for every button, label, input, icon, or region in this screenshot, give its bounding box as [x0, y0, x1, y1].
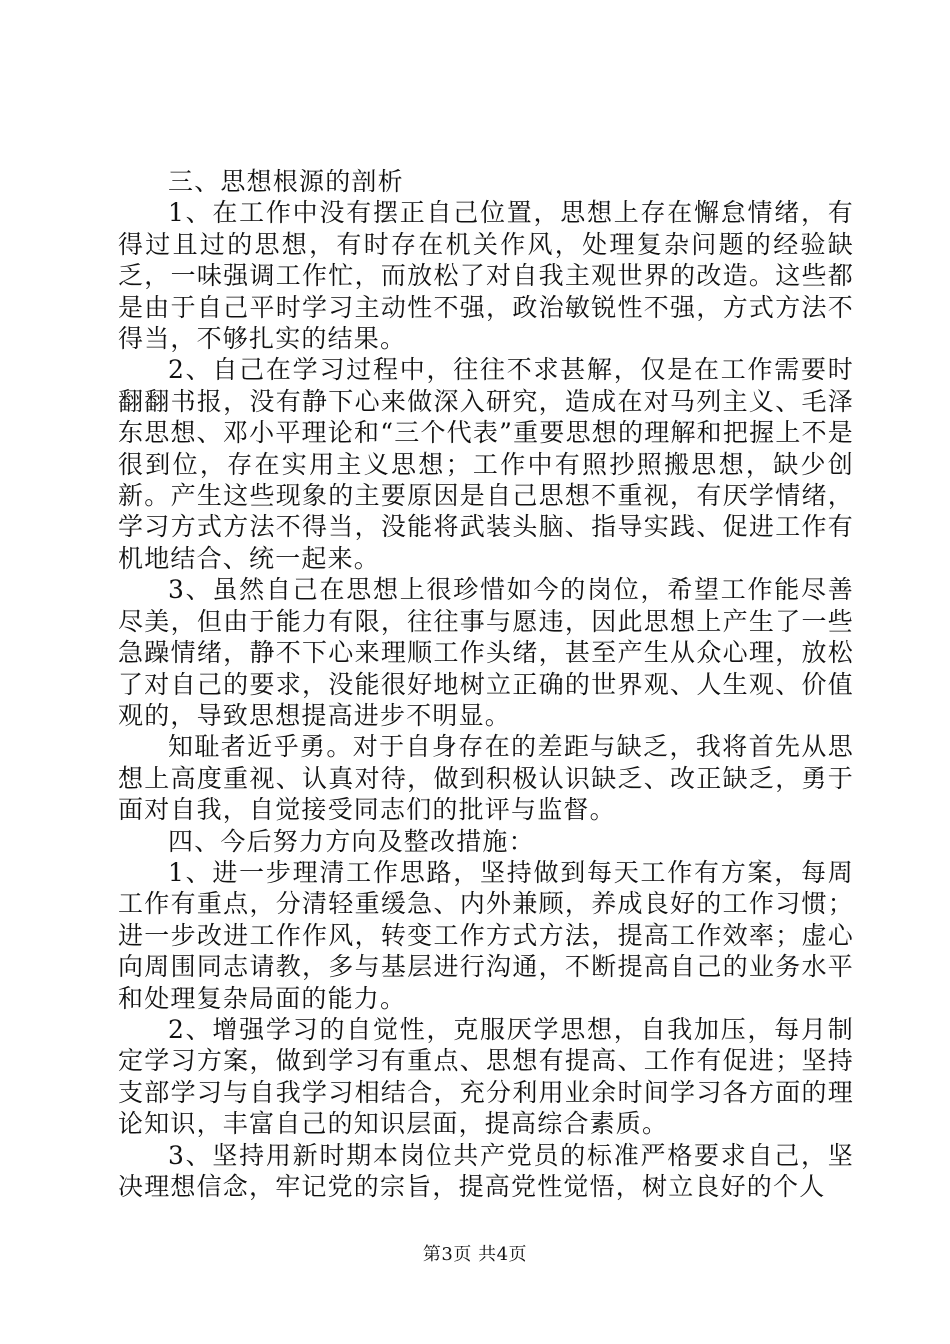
section-3-item-2: 2、自己在学习过程中，往往不求甚解，仅是在工作需要时翻翻书报，没有静下心来做深入研究，造成在对马列主义、毛泽东思想、邓小平理论和“三个代表”重要思想的理解和把握上不是很到位，存在实用主义思想；工作中有照抄照搬思想，缺少创新。产生这些现象的主要原因是自己思想不重视，有厌学情绪，学习方式方法不得当，没能将武装头脑、指导实践、促进工作有机地结合、统一起来。 — [118, 355, 854, 573]
page-number-indicator: 第3页 共4页 — [422, 1244, 528, 1265]
transition-paragraph: 知耻者近乎勇。对于自身存在的差距与缺乏，我将首先从思想上高度重视、认真对待，做到积极认识缺乏、改正缺乏，勇于面对自我，自觉接受同志们的批评与监督。 — [118, 732, 854, 825]
section-3-item-3: 3、虽然自己在思想上很珍惜如今的岗位，希望工作能尽善尽美，但由于能力有限，往往事与愿违，因此思想上产生了一些急躁情绪，静不下心来理顺工作头绪，甚至产生从众心理，放松了对自己的要求，没能很好地树立正确的世界观、人生观、价值观的，导致思想提高进步不明显。 — [118, 575, 854, 730]
section-3-item-1: 1、在工作中没有摆正自己位置，思想上存在懈怠情绪，有得过且过的思想，有时存在机关作风，处理复杂问题的经验缺乏，一味强调工作忙，而放松了对自我主观世界的改造。这些都是由于自己平时学习主动性不强，政治敏锐性不强，方式方法不得当，不够扎实的结果。 — [118, 198, 854, 354]
section-3-heading: 三、思想根源的剖析 — [168, 167, 404, 196]
section-4-item-1: 1、进一步理清工作思路，坚持做到每天工作有方案，每周工作有重点，分清轻重缓急、内外兼顾，养成良好的工作习惯；进一步改进工作作风，转变工作方式方法，提高工作效率；虚心向周围同志请教，多与基层进行沟通，不断提高自己的业务水平和处理复杂局面的能力。 — [118, 857, 854, 1013]
section-4-item-3: 3、坚持用新时期本岗位共产党员的标准严格要求自己，坚决理想信念，牢记党的宗旨，提高党性觉悟，树立良好的个人 — [118, 1140, 854, 1201]
document-body — [118, 166, 854, 1202]
section-4-item-2: 2、增强学习的自觉性，克服厌学思想，自我加压，每月制定学习方案，做到学习有重点、思想有提高、工作有促进；坚持支部学习与自我学习相结合，充分利用业余时间学习各方面的理论知识，丰富自己的知识层面，提高综合素质。 — [118, 1014, 854, 1139]
section-4-heading: 四、今后努力方向及整改措施： — [168, 826, 535, 856]
page-footer — [0, 1243, 950, 1267]
